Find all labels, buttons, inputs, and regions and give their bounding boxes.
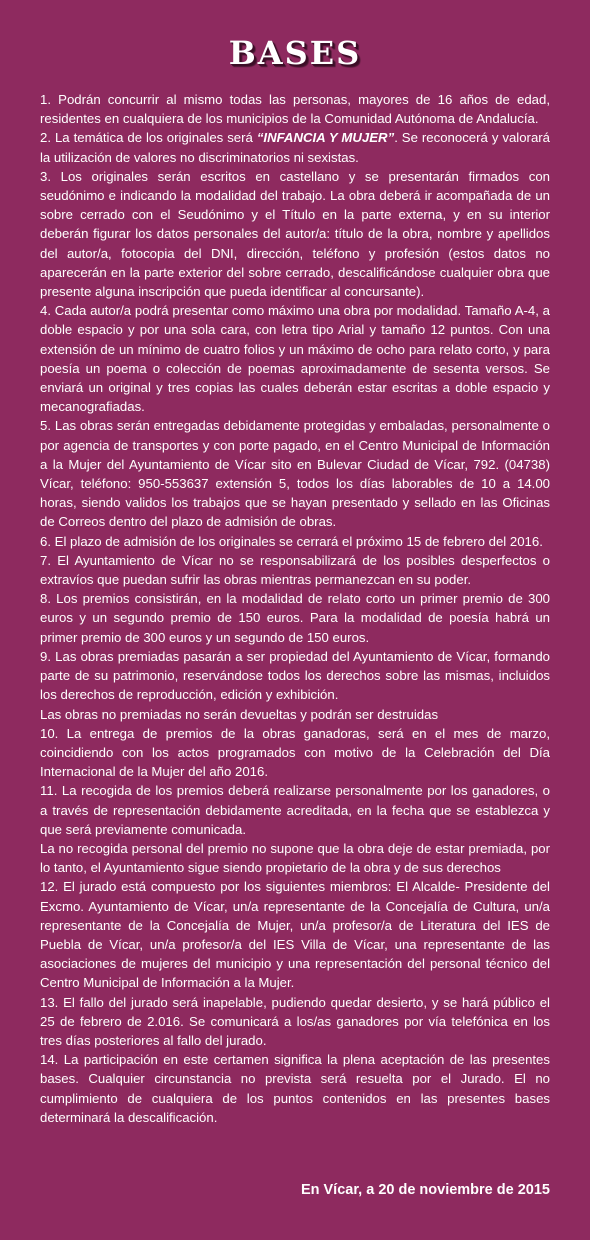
clause-9: 9. Las obras premiadas pasarán a ser propiedad del Ayuntamiento de Vícar, formando parte de su patrimonio, reservándose todos los derechos sobre las mismas, incluidos los derechos de reproducción, edición y exhibición. xyxy=(40,648,550,703)
clause-12: 12. El jurado está compuesto por los siguientes miembros: El Alcalde- Presidente del Excmo. Ayuntamiento de Vícar, un/a representante de la Concejalía de Cultura, un/a representante de la Concejalía de Mujer, un/a profesor/a de Literatura del IES de Puebla de Vícar, un/a profesor/a del IES Villa de Vícar, una representante de las asociaciones de mujeres del municipio y una representación del personal técnico del Centro Municipal de Información a la Mujer. xyxy=(40,879,550,991)
clause-14: 14. La participación en este certamen significa la plena aceptación de las presentes bases. Cualquier circunstancia no prevista será resuelta por el Jurado. El no cumplimiento de cualquiera de los puntos contenidos en las presentes bases determinará la descalificación. xyxy=(40,1052,550,1125)
clause-6: 6. El plazo de admisión de los originales se cerrará el próximo 15 de febrero del 2016. xyxy=(40,533,543,549)
clause-4: 4. Cada autor/a podrá presentar como máximo una obra por modalidad. Tamaño A-4, a doble espacio y por una sola cara, con letra tipo Arial y tamaño 12 puntos. Con una extensión de un mínimo de cuatro folios y un máximo de ocho para relato corto, y para poesía un poema o colección de poemas aproximadamente de sesenta versos. Se enviará un original y tres copias las cuales deberán estar escritas a doble espacio y mecanografiadas. xyxy=(40,303,550,415)
clause-2-post: . Se reconocerá y valorará la utilización de valores no discriminatorios ni sexistas. xyxy=(40,130,551,165)
clause-13: 13. El fallo del jurado será inapelable, pudiendo quedar desierto, y se hará público el 25 de febrero de 2.016. Se comunicará a los/as ganadores por vía telefónica en los tres días posteriores al fallo del jurado. xyxy=(40,994,550,1048)
clause-5: 5. Las obras serán entregadas debidamente protegidas y embaladas, personalmente o por agencia de transportes y con porte pagado, en el Centro Municipal de Información a la Mujer del Ayuntamiento de Vícar sito en Bulevar Ciudad de Vícar, 792. (04738) Vícar, teléfono: 950-553637 extensión 5, todos los días laborables de 10 a 14.00 horas, siendo validos los trabajos que se hayan presentado y sellado en las Oficinas de Correos dentro del plazo de admisión de obras. xyxy=(40,418,550,530)
clause-11-note: La no recogida personal del premio no supone que la obra deje de estar premiada, por lo tanto, el Ayuntamiento sigue siendo propietario de la obra y de sus derechos xyxy=(40,840,550,876)
clause-2-theme: “INFANCIA Y MUJER” xyxy=(256,130,395,146)
clause-2 xyxy=(40,128,550,166)
page-title: BASES xyxy=(228,34,362,72)
date-signature: En Vícar, a 20 de noviembre de 2015 xyxy=(300,1182,550,1198)
clause-8: 8. Los premios consistirán, en la modalidad de relato corto un primer premio de 300 euros y un segundo premio de 150 euros. Para la modalidad de poesía habrá un primer premio de 300 euros y un segundo de 150 euros. xyxy=(40,591,550,645)
clause-9-note: Las obras no premiadas no serán devueltas y podrán ser destruidas xyxy=(40,706,439,722)
clause-2-pre: 2. La temática de los originales será xyxy=(40,130,257,146)
clause-3: 3. Los originales serán escritos en castellano y se presentarán firmados con seudónimo e indicando la modalidad del trabajo. La obra deberá ir acompañada de un sobre cerrado con el Seudónimo y el Título en la parte externa, y en su interior deberán figurar los datos personales del autor/a: título de la obra, nombre y apellidos del autor/a, fotocopia del DNI, dirección, teléfono y profesión (estos datos no aparecerán en la parte exterior del sobre cerrado, descalificándose cualquier obra que presente alguna inscripción que pueda identificar al concursante). xyxy=(40,168,550,300)
clause-1: 1. Podrán concurrir al mismo todas las personas, mayores de 16 años de edad, residentes en cualquiera de los municipios de la Comunidad Autónoma de Andalucía. xyxy=(40,92,550,127)
clause-7: 7. El Ayuntamiento de Vícar no se responsabilizará de los posibles desperfectos o extravíos que puedan sufrir las obras mientras permanezcan en su poder. xyxy=(40,552,550,588)
clause-11: 11. La recogida de los premios deberá realizarse personalmente por los ganadores, o a través de representación debidamente acreditada, en la fecha que se establezca y que será previamente comunicada. xyxy=(40,783,550,837)
clause-10: 10. La entrega de premios de la obras ganadoras, será en el mes de marzo, coincidiendo con los actos programados con motivo de la Celebración del Día Internacional de la Mujer del año 2016. xyxy=(40,725,550,780)
bases-list xyxy=(40,90,550,1127)
